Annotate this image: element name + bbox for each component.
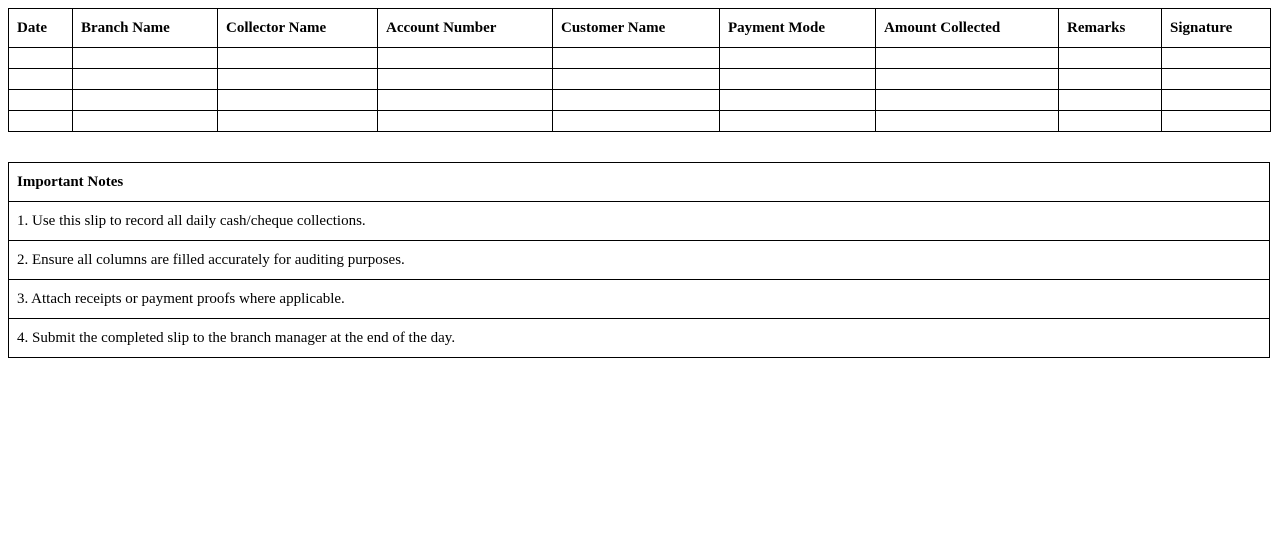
table-cell xyxy=(378,69,553,90)
table-cell xyxy=(378,111,553,132)
table-cell xyxy=(73,69,218,90)
list-item xyxy=(9,319,1270,358)
table-cell xyxy=(218,90,378,111)
table-cell xyxy=(1162,48,1271,69)
table-cell xyxy=(9,111,73,132)
table-cell xyxy=(378,90,553,111)
table-cell xyxy=(876,69,1059,90)
table-cell xyxy=(378,48,553,69)
table-cell xyxy=(218,48,378,69)
notes-header-row xyxy=(9,163,1270,202)
table-cell xyxy=(1162,69,1271,90)
table-cell xyxy=(1059,69,1162,90)
note-item: 3. Attach receipts or payment proofs where applicable. xyxy=(9,280,1270,319)
list-item xyxy=(9,280,1270,319)
list-item xyxy=(9,241,1270,280)
column-header-payment-mode: Payment Mode xyxy=(720,9,876,48)
table-cell xyxy=(876,111,1059,132)
table-cell xyxy=(73,90,218,111)
table-cell xyxy=(1162,90,1271,111)
column-header-collector-name: Collector Name xyxy=(218,9,378,48)
table-row xyxy=(9,69,1271,90)
table-cell xyxy=(218,69,378,90)
table-cell xyxy=(553,90,720,111)
column-header-date: Date xyxy=(9,9,73,48)
table-header-row xyxy=(9,9,1271,48)
collection-table xyxy=(8,8,1271,132)
table-row xyxy=(9,111,1271,132)
table-cell xyxy=(1059,48,1162,69)
column-header-signature: Signature xyxy=(1162,9,1271,48)
table-cell xyxy=(720,48,876,69)
table-cell xyxy=(720,69,876,90)
table-cell xyxy=(553,111,720,132)
table-row xyxy=(9,48,1271,69)
table-cell xyxy=(553,48,720,69)
column-header-account-number: Account Number xyxy=(378,9,553,48)
notes-heading: Important Notes xyxy=(9,163,1270,202)
table-cell xyxy=(73,111,218,132)
table-cell xyxy=(553,69,720,90)
table-cell xyxy=(9,69,73,90)
table-cell xyxy=(73,48,218,69)
important-notes-table xyxy=(8,162,1270,358)
table-row xyxy=(9,90,1271,111)
table-cell xyxy=(876,90,1059,111)
table-cell xyxy=(218,111,378,132)
table-cell xyxy=(1162,111,1271,132)
table-cell xyxy=(720,111,876,132)
column-header-branch-name: Branch Name xyxy=(73,9,218,48)
column-header-remarks: Remarks xyxy=(1059,9,1162,48)
table-cell xyxy=(1059,90,1162,111)
table-cell xyxy=(876,48,1059,69)
table-cell xyxy=(9,48,73,69)
table-cell xyxy=(720,90,876,111)
note-item: 1. Use this slip to record all daily cash/cheque collections. xyxy=(9,202,1270,241)
note-item: 2. Ensure all columns are filled accurately for auditing purposes. xyxy=(9,241,1270,280)
column-header-customer-name: Customer Name xyxy=(553,9,720,48)
table-cell xyxy=(1059,111,1162,132)
column-header-amount-collected: Amount Collected xyxy=(876,9,1059,48)
list-item xyxy=(9,202,1270,241)
note-item: 4. Submit the completed slip to the branch manager at the end of the day. xyxy=(9,319,1270,358)
table-cell xyxy=(9,90,73,111)
